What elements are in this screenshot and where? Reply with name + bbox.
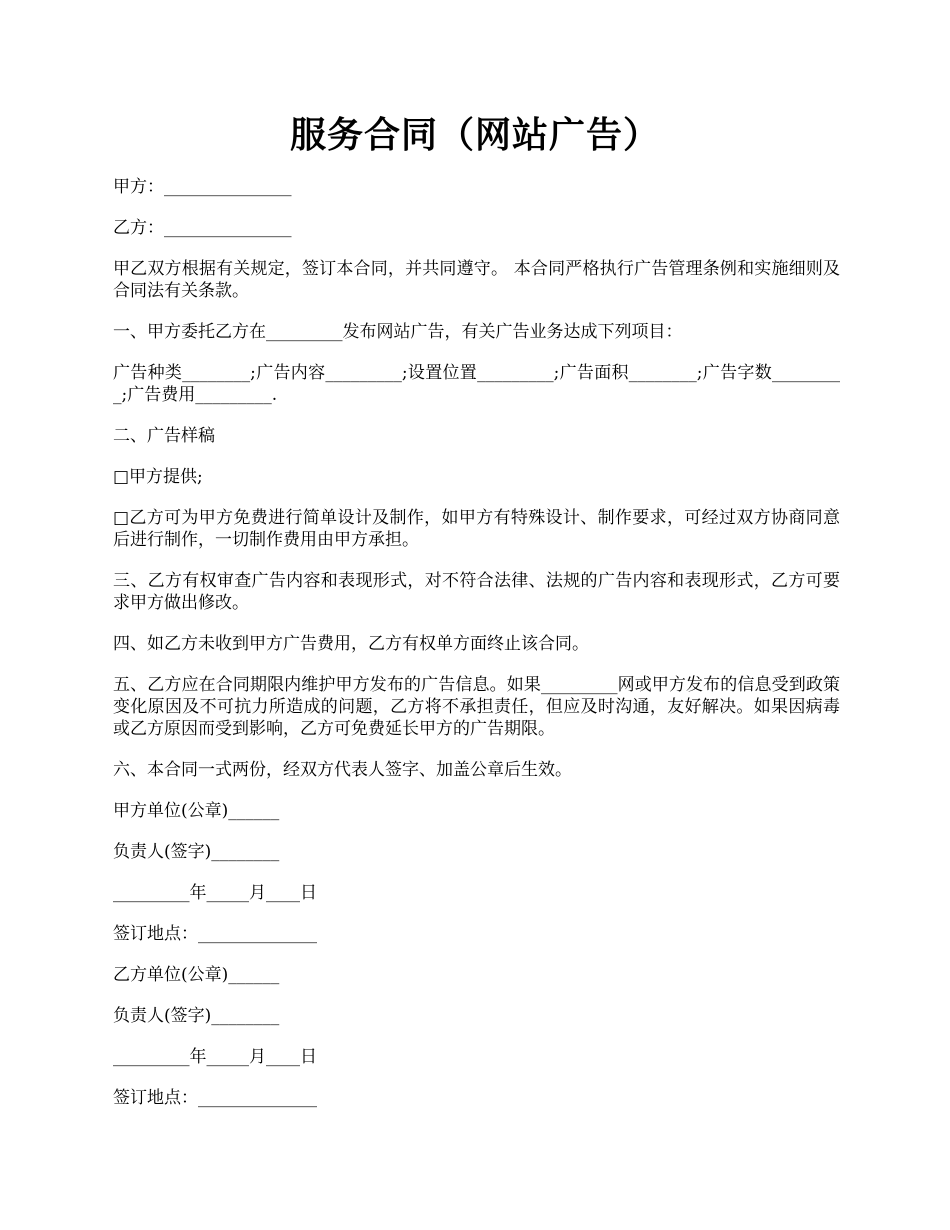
clause-5: 五、乙方应在合同期限内维护甲方发布的广告信息。如果_________网或甲方发布的信息受到政策变化原因及不可抗力所造成的问题，乙方将不承担责任，但应及时沟通，友好解决。如果因病毒或乙方原因而受到影响，乙方可免费延长甲方的广告期限。 [113,675,840,739]
party-a-date-line: _________年_____月____日 [113,883,317,903]
clause-2-heading: 二、广告样稿 [113,426,215,446]
clause-6: 六、本合同一式两份，经双方代表人签字、加盖公章后生效。 [113,760,572,780]
party-b-signer-line: 负责人(签字)________ [113,1006,280,1026]
document-title: 服务合同（网站广告） [289,114,660,156]
party-a-seal-line: 甲方单位(公章)______ [113,801,280,821]
party-b-date-line: _________年_____月____日 [113,1047,317,1067]
ad-items-paragraph: 广告种类________;广告内容_________;设置位置_________;广告面积________;广告字数_________;广告费用_________. [113,363,840,405]
party-a-location-line: 签订地点：______________ [113,924,317,944]
preamble-paragraph: 甲乙双方根据有关规定，签订本合同，并共同遵守。 本合同严格执行广告管理条例和实施细则及合同法有关条款。 [113,259,840,301]
clause-4: 四、如乙方未收到甲方广告费用，乙方有权单方面终止该合同。 [113,634,589,654]
party-b-location-line: 签订地点：______________ [113,1088,317,1108]
party-b-seal-line: 乙方单位(公章)______ [113,965,280,985]
document-body [113,176,840,1128]
sample-option-party-b: □乙方可为甲方免费进行简单设计及制作，如甲方有特殊设计、制作要求，可经过双方协商同意后进行制作，一切制作费用由甲方承担。 [113,508,840,550]
party-b-line: 乙方：_______________ [113,218,292,238]
clause-1: 一、甲方委托乙方在_________发布网站广告，有关广告业务达成下列项目： [113,322,683,342]
clause-3: 三、乙方有权审查广告内容和表现形式，对不符合法律、法规的广告内容和表现形式，乙方可要求甲方做出修改。 [113,571,840,613]
party-a-line: 甲方：_______________ [113,177,292,197]
party-a-signer-line: 负责人(签字)________ [113,842,280,862]
sample-option-party-a: □甲方提供; [113,467,203,487]
